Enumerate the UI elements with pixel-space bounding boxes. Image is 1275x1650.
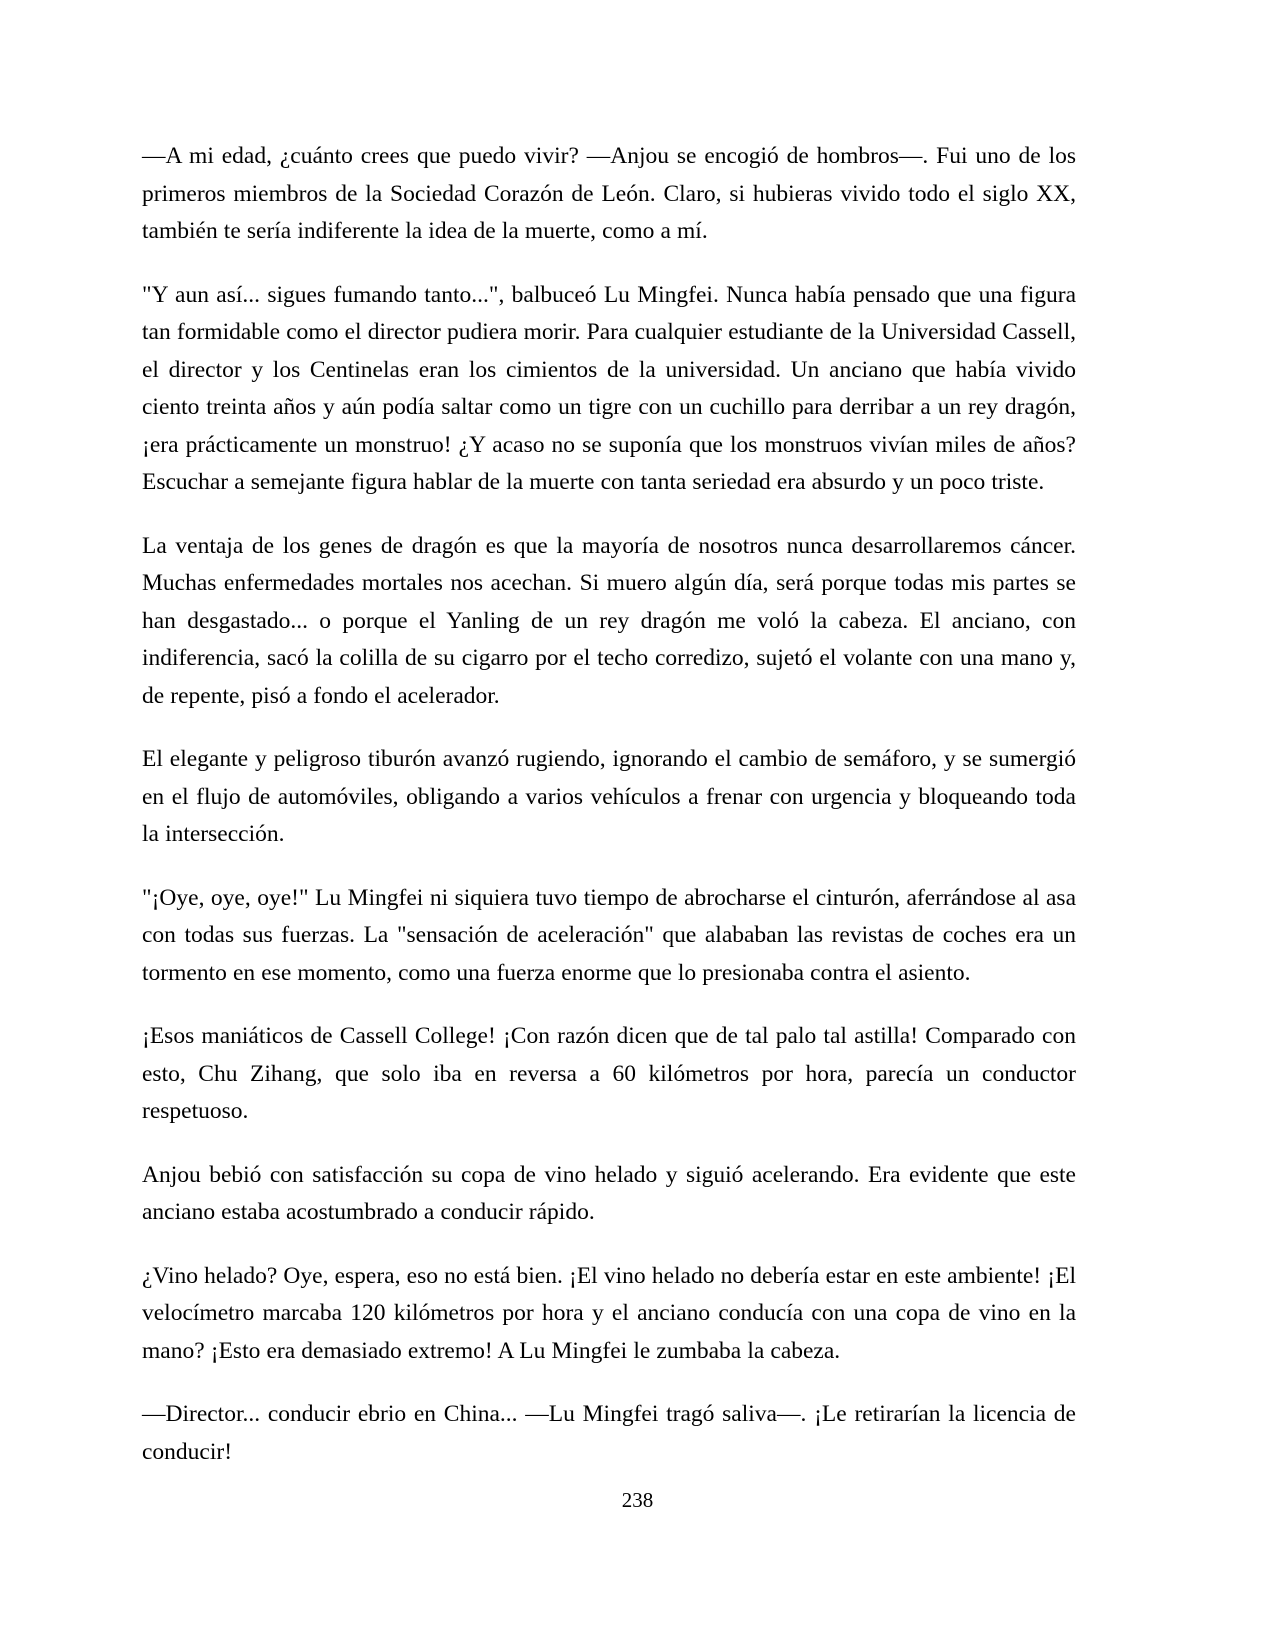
paragraph-1: —A mi edad, ¿cuánto crees que puedo vivir? —Anjou se encogió de hombros—. Fui uno de los primeros miembros de la Sociedad Corazón de León. Claro, si hubieras vivido todo el siglo XX, también te sería indiferente la idea de la muerte, como a mí. <box>142 143 1076 244</box>
paragraph-3: La ventaja de los genes de dragón es que la mayoría de nosotros nunca desarrollaremos cáncer. Muchas enfermedades mortales nos acechan. Si muero algún día, será porque todas mis partes se han desgastado... o porque el Yanling de un rey dragón me voló la cabeza. El anciano, con indiferencia, sacó la colilla de su cigarro por el techo corredizo, sujetó el volante con una mano y, de repente, pisó a fondo el acelerador. <box>142 532 1076 709</box>
page-number: 238 <box>621 1488 654 1512</box>
paragraph-8: ¿Vino helado? Oye, espera, eso no está bien. ¡El vino helado no debería estar en este ambiente! ¡El velocímetro marcaba 120 kilómetros por hora y el anciano conducía con una copa de vino en la mano? ¡Esto era demasiado extremo! A Lu Mingfei le zumbaba la cabeza. <box>142 1262 1076 1364</box>
paragraph-2: "Y aun así... sigues fumando tanto...", balbuceó Lu Mingfei. Nunca había pensado que una figura tan formidable como el director pudiera morir. Para cualquier estudiante de la Universidad Cassell, el director y los Centinelas eran los cimientos de la universidad. Un anciano que había vivido ciento treinta años y aún podía saltar como un tigre con un cuchillo para derribar a un rey dragón, ¡era prácticamente un monstruo! ¿Y acaso no se suponía que los monstruos vivían miles de años? Escuchar a semejante figura hablar de la muerte con tanta seriedad era absurdo y un poco triste. <box>142 281 1076 495</box>
paragraph-6: ¡Esos maniáticos de Cassell College! ¡Con razón dicen que de tal palo tal astilla! Comparado con esto, Chu Zihang, que solo iba en reversa a 60 kilómetros por hora, parecía un conductor respetuoso. <box>142 1023 1076 1124</box>
body-text-column <box>142 138 1076 1471</box>
paragraph-5: "¡Oye, oye, oye!" Lu Mingfei ni siquiera tuvo tiempo de abrocharse el cinturón, aferrándose al asa con todas sus fuerzas. La "sensación de aceleración" que alababan las revistas de coches era un tormento en ese momento, como una fuerza enorme que lo presionaba contra el asiento. <box>142 884 1076 986</box>
paragraph-9: —Director... conducir ebrio en China... —Lu Mingfei tragó saliva—. ¡Le retirarían la licencia de conducir! <box>142 1401 1076 1465</box>
paragraph-7: Anjou bebió con satisfacción su copa de vino helado y siguió acelerando. Era evidente que este anciano estaba acostumbrado a conducir rápido. <box>142 1161 1076 1225</box>
paragraph-4: El elegante y peligroso tiburón avanzó rugiendo, ignorando el cambio de semáforo, y se sumergió en el flujo de automóviles, obligando a varios vehículos a frenar con urgencia y bloqueando toda la intersección. <box>142 746 1076 847</box>
